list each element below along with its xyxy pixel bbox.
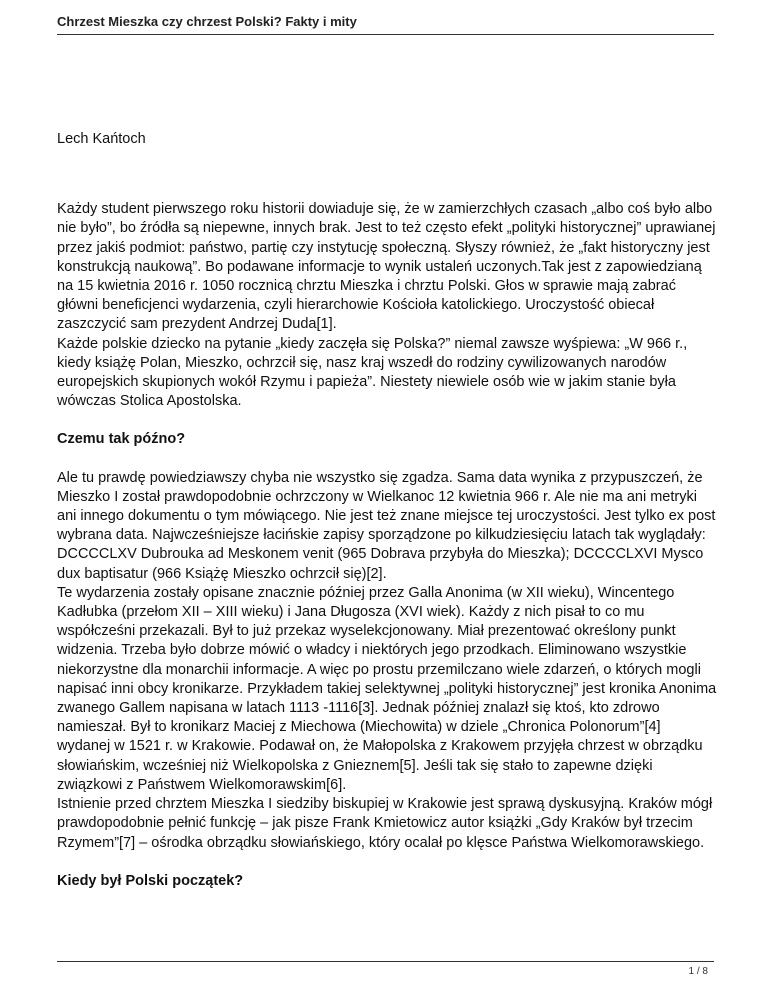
header-divider bbox=[57, 34, 714, 35]
intro-paragraph-2: Każde polskie dziecko na pytanie „kiedy zaczęła się Polska?” niemal zawsze wyśpiewa: „W 966 r., kiedy książę Polan, Mieszko, ochrzcił się, nasz kraj wszedł do rodziny cywilizowanych narodów europejskich skupionych wokół Rzymu i papieża”. Niestety niewiele osób wie w jakim stanie była wówczas Stolica Apostolska. bbox=[57, 335, 688, 410]
footer-divider bbox=[57, 961, 714, 962]
document-title: Chrzest Mieszka czy chrzest Polski? Fakty i mity bbox=[57, 14, 357, 29]
page-number: 1 / 8 bbox=[688, 966, 708, 977]
article-body bbox=[57, 130, 717, 891]
section-heading-1: Czemu tak późno? bbox=[57, 431, 186, 448]
section-heading-2: Kiedy był Polski początek? bbox=[57, 872, 244, 889]
author-name: Lech Kańtoch bbox=[57, 131, 146, 147]
section1-paragraph-1: Ale tu prawdę powiedziawszy chyba nie wszystko się zgadza. Sama data wynika z przypuszczeń, że Mieszko I został prawdopodobnie ochrzczony w Wielkanoc 12 kwietnia 966 r. Ale nie ma ani metryki ani innego dokumentu o tym mówiącego. Nie jest też znane miejsce tej uroczystości. Jest tylko ex post wybrana data. Najwcześniejsze łacińskie zapisy sporządzone po kilkudziesięciu latach tak wyglądały: DCCCCLXV Dubrouka ad Meskonem venit (965 Dobrava przybyła do Mieszka); DCCCCLXVI Mysco dux baptisatur (966 Książę Mieszko ochrzcił się)[2]. bbox=[57, 469, 716, 582]
section1-paragraph-3: Istnienie przed chrztem Mieszka I siedziby biskupiej w Krakowie jest sprawą dyskusyjną. Kraków mógł prawdopodobnie pełnić funkcję – jak pisze Frank Kmietowicz autor książki „Gdy Kraków był trzecim Rzymem”[7] – ośrodka obrządku słowiańskiego, który ocalał po klęsce Państwa Wielkomorawskiego. bbox=[57, 796, 713, 851]
intro-paragraph-1: Każdy student pierwszego roku historii dowiaduje się, że w zamierzchłych czasach „albo coś było albo nie było”, bo źródła są niepewne, innych brak. Jest to też często efekt „polityki historycznej” uprawianej przez jakiś podmiot: państwo, partię czy instytucję społeczną. Słyszy również, że „fakt historyczny jest konstrukcją naukową”. Bo podawane informacje to wynik ustaleń uczonych.Tak jest z zapowiedzianą na 15 kwietnia 2016 r. 1050 rocznicą chrztu Mieszka i chrztu Polski. Głos w sprawie mają zabrać główni beneficjenci wydarzenia, czyli hierarchowie Kościoła katolickiego. Uroczystość obiecał zaszczycić sam prezydent Andrzej Duda[1]. bbox=[57, 201, 716, 333]
section1-paragraph-2: Te wydarzenia zostały opisane znacznie później przez Galla Anonima (w XII wieku), Wincentego Kadłubka (przełom XII – XIII wieku) i Jana Długosza (XVI wiek). Każdy z nich pisał to co mu współcześni przekazali. Był to już przekaz wyselekcjonowany. Miał prezentować określony punkt widzenia. Trzeba było dobrze mówić o władcy i niektórych jego przodkach. Eliminowano wszystkie niekorzystne dla monarchii informacje. A więc po prostu przemilczano wiele zdarzeń, o których mogli napisać inni obcy kronikarze. Przykładem takiej selektywnej „polityki historycznej” jest kronika Anonima zwanego Gallem napisana w latach 1113 -1116[3]. Jednak później znalazł się ktoś, kto zdrowo namieszał. Był to kronikarz Maciej z Miechowa (Miechowita) w dziele „Chronica Polonorum”[4] wydanej w 1521 r. w Krakowie. Podawał on, że Małopolska z Krakowem przyjęła chrzest w obrządku słowiańskim, wcześniej niż Wielkopolska z Gnieznem[5]. Jeśli tak się stało to zapewne dzięki związkowi z Państwem Wielkomorawskim[6]. bbox=[57, 584, 717, 793]
